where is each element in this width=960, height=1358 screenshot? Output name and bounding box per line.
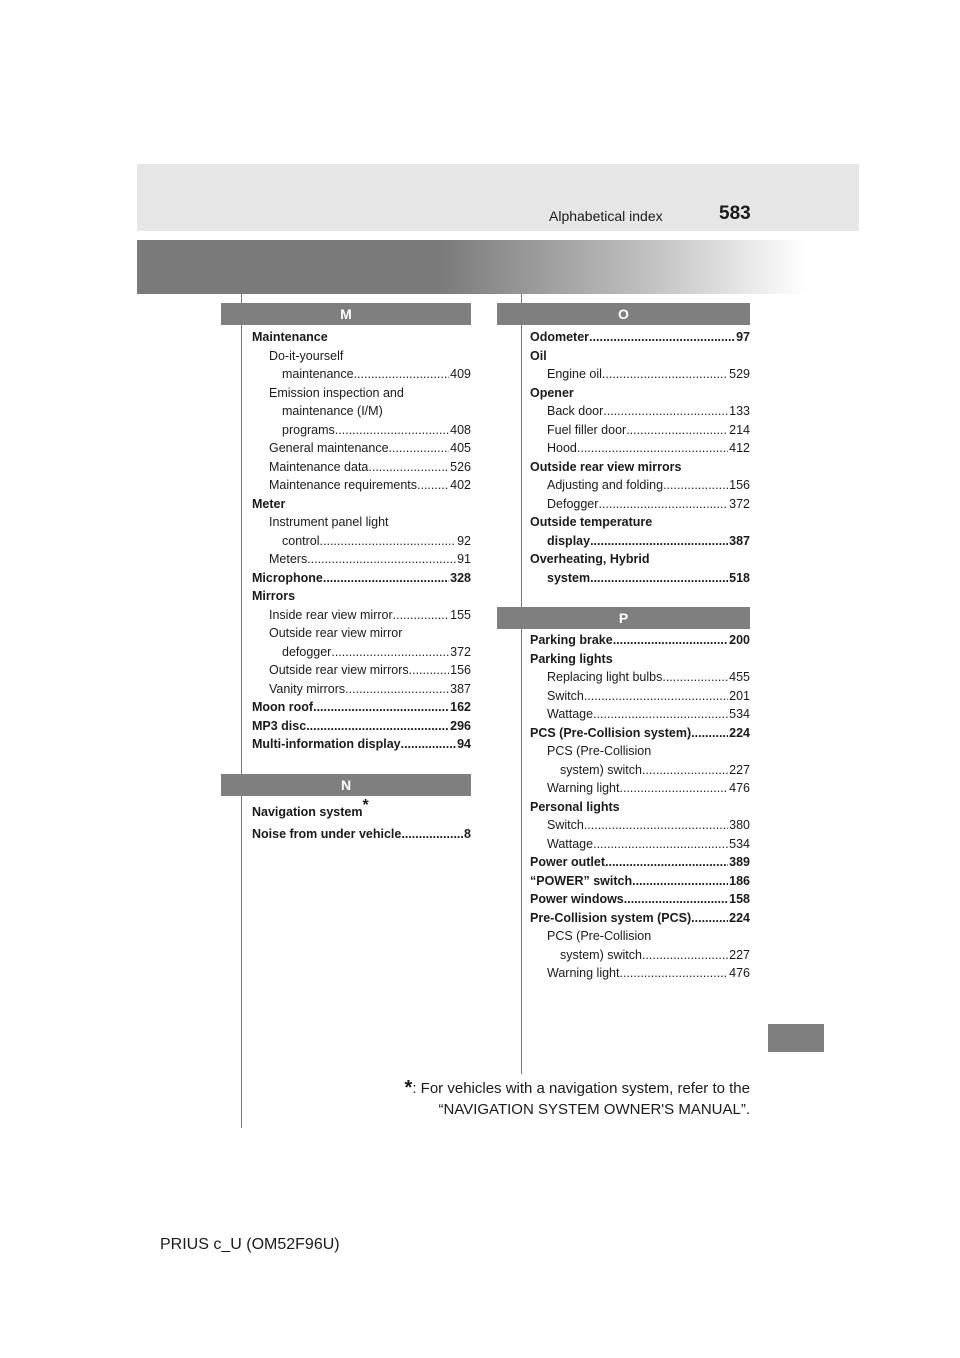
index-entry[interactable]: [252, 550, 471, 569]
entry-page: 455: [729, 670, 750, 684]
index-entry[interactable]: [530, 513, 750, 532]
index-entry[interactable]: [252, 624, 471, 643]
entry-text: Outside temperature: [530, 515, 653, 529]
leader-dots: [691, 909, 728, 928]
leader-dots: [584, 816, 728, 835]
entry-text: Warning light: [547, 781, 620, 795]
entry-text: defogger: [282, 644, 332, 659]
index-entry[interactable]: [530, 384, 750, 403]
index-entry[interactable]: [530, 687, 750, 706]
leader-dots: [593, 705, 728, 724]
entry-text: system) switch: [560, 762, 642, 777]
leader-dots: [323, 569, 449, 588]
leader-dots: [642, 946, 728, 965]
page-number: 583: [719, 203, 751, 224]
leader-dots: [584, 687, 728, 706]
entry-text: Parking lights: [530, 651, 613, 666]
leader-dots: [642, 761, 728, 780]
entry-text: Instrument panel light: [269, 515, 389, 529]
index-entry[interactable]: [530, 853, 750, 872]
leader-dots: [662, 668, 728, 687]
entry-page: 402: [450, 478, 471, 492]
index-entry[interactable]: [530, 476, 750, 495]
entry-page: 409: [450, 367, 471, 381]
entry-text: Overheating, Hybrid: [530, 552, 650, 566]
index-entry[interactable]: [252, 735, 471, 754]
entry-page: 389: [729, 855, 750, 869]
index-entry[interactable]: [530, 964, 750, 983]
entry-page: 201: [729, 688, 750, 703]
index-entry[interactable]: [252, 476, 471, 495]
entry-page: 155: [450, 607, 471, 622]
leader-dots: [620, 779, 729, 798]
section-header-m: M: [221, 303, 471, 325]
entry-page: 405: [450, 441, 471, 455]
section-header-n: N: [221, 774, 471, 796]
entry-text: Maintenance data: [269, 459, 369, 474]
left-rule: [241, 294, 242, 1128]
entry-page: 8: [464, 826, 471, 841]
entry-page: 227: [729, 762, 750, 777]
entry-page: 380: [729, 818, 750, 832]
leader-dots: [590, 532, 728, 551]
leader-dots: [620, 964, 729, 983]
leader-dots: [598, 495, 728, 514]
index-entry[interactable]: [252, 643, 471, 662]
index-entry[interactable]: [530, 347, 750, 366]
running-header-title: Alphabetical index: [549, 208, 663, 224]
entry-text: PCS (Pre-Collision system): [530, 725, 692, 740]
footnote-line-2: “NAVIGATION SYSTEM OWNER'S MANUAL”.: [438, 1101, 750, 1118]
entry-page: 94: [457, 737, 471, 751]
index-list-n: [252, 797, 471, 843]
leader-dots: [393, 606, 450, 625]
leader-dots: [306, 717, 449, 736]
entry-page: 97: [736, 330, 750, 344]
index-entry[interactable]: [530, 550, 750, 569]
entry-text: Warning light: [547, 966, 620, 980]
entry-text: Parking brake: [530, 633, 613, 647]
index-entry[interactable]: [252, 680, 471, 699]
leader-dots: [577, 439, 728, 458]
entry-text: General maintenance: [269, 441, 389, 455]
entry-text: Fuel filler door: [547, 422, 627, 437]
entry-page: 387: [729, 533, 750, 548]
index-list-o: [530, 328, 750, 587]
leader-dots: [368, 458, 449, 477]
entry-text: Switch: [547, 688, 584, 703]
index-entry[interactable]: [252, 661, 471, 680]
index-entry[interactable]: [252, 797, 471, 822]
entry-text: Meter: [252, 496, 286, 511]
leader-dots: [589, 328, 735, 347]
leader-dots: [354, 365, 450, 384]
entry-text: Multi-information display: [252, 737, 401, 751]
leader-dots: [613, 631, 728, 650]
index-entry[interactable]: [530, 365, 750, 384]
index-entry[interactable]: [530, 816, 750, 835]
entry-text: Microphone: [252, 570, 323, 585]
entry-text: system: [547, 570, 591, 585]
entry-text: “POWER” switch: [530, 873, 633, 888]
footnote-mark: *: [362, 797, 369, 814]
entry-page: 387: [450, 681, 471, 696]
leader-dots: [307, 550, 456, 569]
entry-text: maintenance: [282, 367, 354, 381]
index-entry[interactable]: [530, 779, 750, 798]
entry-text: Replacing light bulbs: [547, 670, 663, 684]
footnote: [396, 1078, 750, 1120]
index-entry[interactable]: [530, 439, 750, 458]
entry-page: 214: [729, 422, 750, 437]
index-entry[interactable]: [530, 927, 750, 946]
leader-dots: [320, 532, 457, 551]
entry-text: Opener: [530, 385, 574, 400]
leader-dots: [345, 680, 449, 699]
entry-page: 534: [729, 707, 750, 721]
index-entry[interactable]: [530, 458, 750, 477]
entry-text: Power outlet: [530, 855, 606, 869]
entry-page: 534: [729, 836, 750, 851]
index-entry[interactable]: [252, 825, 471, 844]
entry-page: 412: [729, 441, 750, 455]
index-entry[interactable]: [252, 328, 471, 347]
leader-dots: [663, 476, 728, 495]
leader-dots: [417, 476, 449, 495]
entry-page: 296: [450, 718, 471, 733]
leader-dots: [605, 853, 728, 872]
leader-dots: [624, 890, 728, 909]
index-entry[interactable]: [252, 421, 471, 440]
index-entry[interactable]: [252, 365, 471, 384]
thumb-index-tab: [768, 1024, 824, 1052]
index-entry[interactable]: [530, 724, 750, 743]
entry-page: 156: [450, 663, 471, 677]
entry-page: 372: [729, 496, 750, 511]
entry-text: Noise from under vehicle: [252, 826, 402, 841]
entry-text: Maintenance: [252, 330, 328, 344]
entry-page: 476: [729, 781, 750, 795]
index-entry[interactable]: [530, 402, 750, 421]
entry-page: 518: [729, 570, 750, 585]
index-entry[interactable]: [530, 798, 750, 817]
index-entry[interactable]: [530, 890, 750, 909]
entry-page: 186: [729, 873, 750, 888]
entry-page: 156: [729, 478, 750, 492]
entry-page: 224: [729, 910, 750, 925]
model-footer: PRIUS c_U (OM52F96U): [160, 1236, 340, 1253]
index-entry[interactable]: [530, 909, 750, 928]
leader-dots: [626, 421, 728, 440]
index-list-p: [530, 631, 750, 983]
entry-text: control: [282, 533, 320, 548]
entry-text: Personal lights: [530, 799, 620, 814]
entry-text: Switch: [547, 818, 584, 832]
entry-text: programs: [282, 422, 335, 437]
entry-page: 328: [450, 570, 471, 585]
index-entry[interactable]: [252, 587, 471, 606]
entry-text: Vanity mirrors: [269, 681, 346, 696]
leader-dots: [590, 569, 728, 588]
index-entry[interactable]: [530, 761, 750, 780]
entry-text: Engine oil: [547, 367, 602, 381]
entry-text: system) switch: [560, 947, 642, 962]
entry-text: Wattage: [547, 836, 594, 851]
entry-text: Outside rear view mirror: [269, 626, 403, 640]
entry-text: Meters: [269, 552, 308, 566]
entry-page: 476: [729, 966, 750, 980]
entry-text: display: [547, 533, 591, 548]
entry-text: Pre-Collision system (PCS): [530, 910, 692, 925]
entry-page: 227: [729, 947, 750, 962]
index-entry[interactable]: [530, 421, 750, 440]
entry-text: PCS (Pre-Collision: [547, 929, 652, 943]
entry-text: Outside rear view mirrors: [530, 459, 682, 474]
index-list-m: [252, 328, 471, 754]
index-entry[interactable]: [530, 631, 750, 650]
entry-text: Adjusting and folding: [547, 478, 664, 492]
section-header-p: P: [497, 607, 750, 629]
entry-text: Do-it-yourself: [269, 348, 344, 363]
entry-text: Navigation system: [252, 805, 363, 819]
leader-dots: [401, 825, 463, 844]
index-entry[interactable]: [530, 650, 750, 669]
leader-dots: [603, 402, 728, 421]
index-entry[interactable]: [530, 946, 750, 965]
index-entry[interactable]: [530, 569, 750, 588]
entry-text: Inside rear view mirror: [269, 607, 393, 622]
footnote-line-1: : For vehicles with a navigation system, refer to the: [412, 1080, 750, 1097]
index-entry[interactable]: [530, 532, 750, 551]
index-entry[interactable]: [530, 495, 750, 514]
entry-page: 408: [450, 422, 471, 437]
header-gradient-band: [137, 240, 807, 294]
footnote-mark: *: [404, 1077, 413, 1099]
index-entry[interactable]: [252, 495, 471, 514]
entry-page: 529: [729, 367, 750, 381]
index-entry[interactable]: [252, 606, 471, 625]
index-entry[interactable]: [252, 402, 471, 421]
leader-dots: [401, 735, 456, 754]
entry-text: Hood: [547, 441, 577, 455]
section-header-o: O: [497, 303, 750, 325]
entry-text: Mirrors: [252, 589, 296, 603]
index-entry[interactable]: [530, 328, 750, 347]
index-entry[interactable]: [252, 569, 471, 588]
entry-text: Odometer: [530, 330, 590, 344]
entry-page: 133: [729, 404, 750, 418]
entry-page: 158: [729, 892, 750, 906]
index-entry[interactable]: [530, 742, 750, 761]
index-entry[interactable]: [530, 835, 750, 854]
entry-text: Maintenance requirements: [269, 478, 417, 492]
index-entry[interactable]: [252, 439, 471, 458]
leader-dots: [331, 643, 449, 662]
leader-dots: [602, 365, 728, 384]
index-entry[interactable]: [252, 384, 471, 403]
entry-text: Outside rear view mirrors: [269, 663, 409, 677]
leader-dots: [335, 421, 449, 440]
leader-dots: [313, 698, 449, 717]
entry-text: Defogger: [547, 496, 599, 511]
leader-dots: [389, 439, 450, 458]
entry-text: Emission inspection and: [269, 385, 404, 400]
entry-text: Moon roof: [252, 700, 314, 714]
entry-text: Power windows: [530, 892, 624, 906]
index-entry[interactable]: [252, 532, 471, 551]
index-entry[interactable]: [252, 698, 471, 717]
index-entry[interactable]: [252, 347, 471, 366]
entry-text: Wattage: [547, 707, 594, 721]
index-entry[interactable]: [252, 513, 471, 532]
entry-page: 91: [457, 552, 471, 566]
leader-dots: [593, 835, 728, 854]
leader-dots: [691, 724, 728, 743]
index-entry[interactable]: [252, 717, 471, 736]
leader-dots: [632, 872, 728, 891]
column-divider: [521, 294, 522, 1074]
index-entry[interactable]: [530, 872, 750, 891]
entry-text: MP3 disc: [252, 718, 307, 733]
entry-text: Oil: [530, 348, 547, 363]
index-entry[interactable]: [252, 458, 471, 477]
index-entry[interactable]: [530, 705, 750, 724]
entry-page: 162: [450, 700, 471, 714]
entry-text: maintenance (I/M): [282, 404, 383, 418]
entry-page: 200: [729, 633, 750, 647]
entry-page: 224: [729, 725, 750, 740]
entry-page: 92: [457, 533, 471, 548]
entry-page: 372: [450, 644, 471, 659]
entry-text: PCS (Pre-Collision: [547, 744, 652, 758]
entry-text: Back door: [547, 404, 604, 418]
entry-page: 526: [450, 459, 471, 474]
index-entry[interactable]: [530, 668, 750, 687]
leader-dots: [409, 661, 450, 680]
